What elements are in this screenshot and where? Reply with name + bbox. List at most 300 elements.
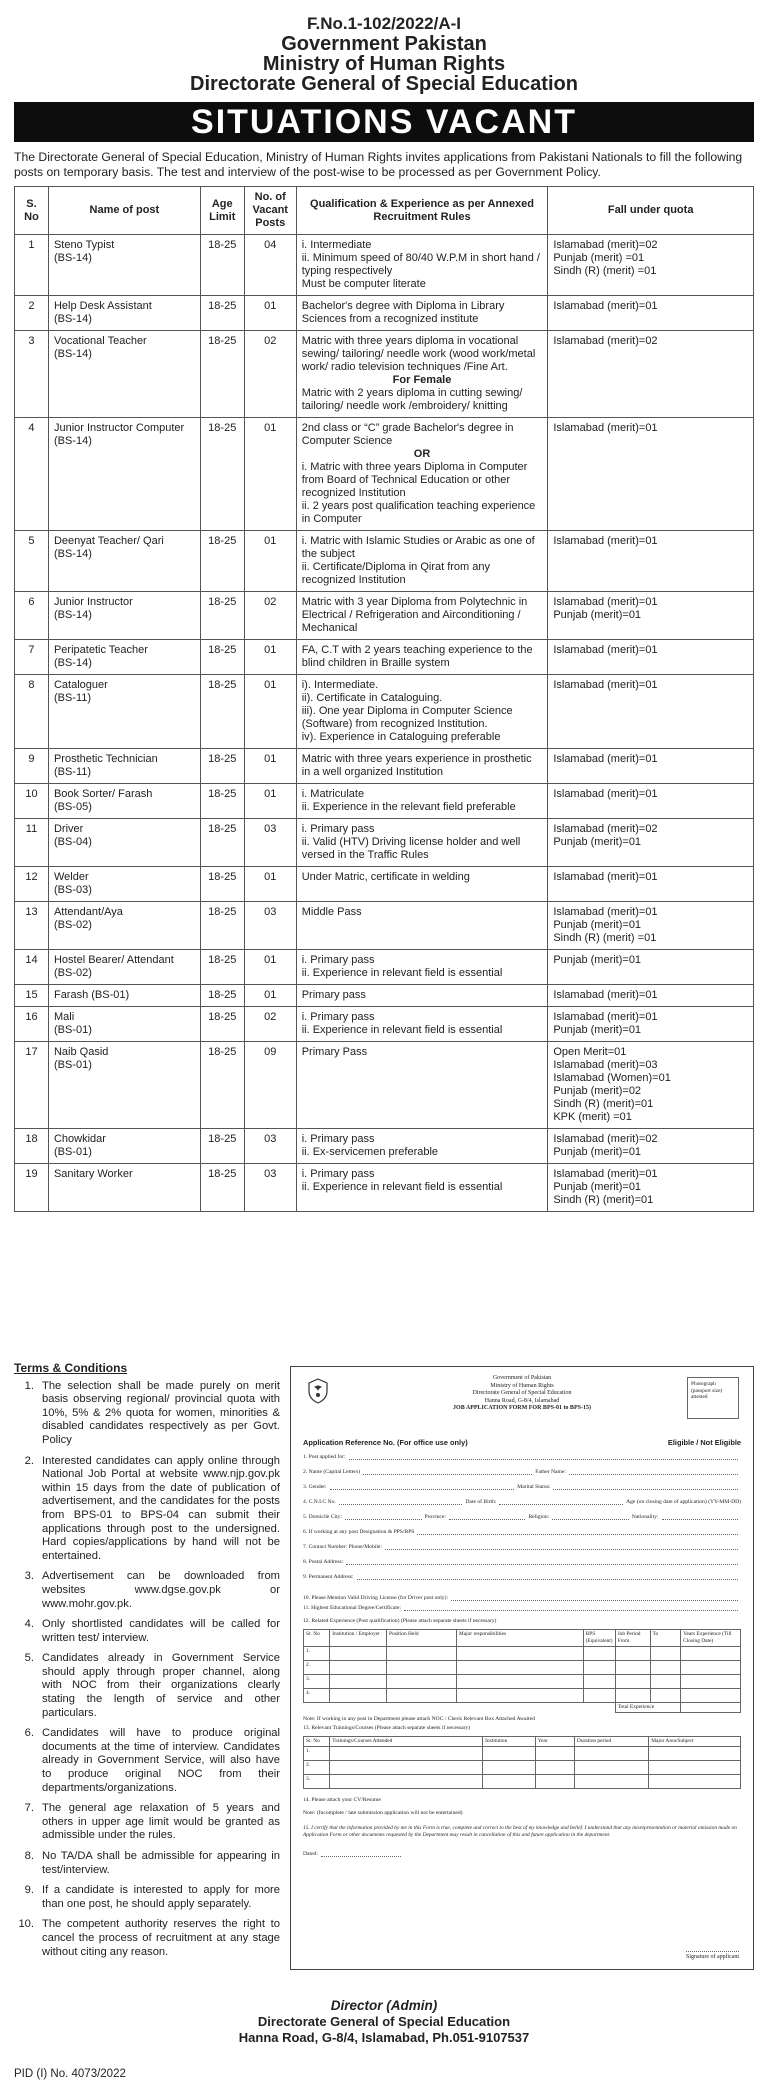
post-line: (BS-04) [53, 836, 92, 848]
table-row [15, 331, 754, 418]
table-row [15, 1129, 754, 1164]
qual-line: i. Matric with Islamic Studies or Arabic as one of the subject [301, 535, 535, 560]
cell-age-limit: 18-25 [200, 531, 244, 592]
field-label: Date of Birth: [465, 1498, 497, 1505]
cell-quota [548, 640, 754, 675]
cell-qualification [296, 592, 548, 640]
post-line: Steno Typist [53, 239, 115, 251]
term-text: Candidates already in Government Service should apply through proper channel, along with NOC from their organizations clearly stating the length of service and other particulars. [42, 1652, 280, 1719]
post-line: Driver [53, 823, 84, 835]
cell-qualification [296, 331, 548, 418]
field-label: 6. If working at any post Designation & PPS/BPS [303, 1528, 415, 1535]
field-permanent-address[interactable] [303, 1574, 741, 1581]
cell-qualification [296, 296, 548, 331]
terms-and-conditions [14, 1362, 280, 1966]
bottom-section [14, 1362, 754, 1972]
cell-qualification [296, 1007, 548, 1042]
post-line: Help Desk Assistant [53, 300, 152, 312]
table-row[interactable] [304, 1660, 741, 1674]
cell-vacant-posts: 03 [244, 819, 296, 867]
field-post[interactable] [303, 1454, 741, 1461]
term-text: The competent authority reserves the right to cancel the process of recruitment at any stage without citing any reason. [42, 1918, 280, 1958]
form-title-block [303, 1375, 741, 1413]
cell-vacant-posts: 01 [244, 867, 296, 902]
qual-line: i. Primary pass [301, 1168, 375, 1180]
job-application-form [290, 1366, 754, 1970]
qual-line: Middle Pass [301, 906, 362, 918]
footer-address: Hanna Road, G-8/4, Islamabad, Ph.051-9107537 [238, 2030, 530, 2045]
director-title: Director (Admin) [330, 1998, 438, 2013]
cell-post-name [48, 418, 200, 531]
list-item [14, 1884, 280, 1911]
term-number: 6. [24, 1727, 34, 1740]
cell-age-limit: 18-25 [200, 867, 244, 902]
cell-qualification [296, 985, 548, 1007]
col-header-age: Age Limit [200, 187, 244, 235]
incomplete-note: Note: (Incomplete / late submission application will not be entertained) [303, 1809, 463, 1816]
qual-line: i. Primary pass [301, 1133, 375, 1145]
quota-line: Islamabad (merit)=01 [553, 788, 658, 800]
field-label: Age (on closing date of application) (YY-MM-DD) [626, 1498, 742, 1505]
pid-number: PID (I) No. 4073/2022 [14, 2068, 126, 2080]
quota-line: Islamabad (merit)=01 [553, 596, 658, 608]
exp-col-header: Institution / Employer [330, 1629, 387, 1646]
field-label: 3. Gender: [303, 1483, 327, 1490]
cell-vacant-posts: 01 [244, 749, 296, 784]
cell-quota [548, 1007, 754, 1042]
quota-line: Islamabad (merit)=01 [553, 1168, 658, 1180]
cell-post-name [48, 867, 200, 902]
cell-quota [548, 1042, 754, 1129]
cell-age-limit: 18-25 [200, 418, 244, 531]
term-number: 4. [24, 1618, 34, 1631]
ministry-line: Ministry of Human Rights [262, 53, 506, 75]
post-line: (BS-14) [53, 348, 92, 360]
table-row[interactable] [304, 1674, 741, 1688]
cell-quota [548, 296, 754, 331]
col-header-post: Name of post [48, 187, 200, 235]
qual-line: For Female [392, 374, 452, 386]
train-col-header: Institution [483, 1736, 535, 1746]
quota-line: Islamabad (Women)=01 [553, 1072, 671, 1084]
cell-sno: 3 [15, 331, 49, 418]
form-title: JOB APPLICATION FORM FOR BPS-01 to BPS-15) [453, 1405, 591, 1411]
field-gender[interactable] [303, 1484, 741, 1491]
government-line: Government Pakistan [281, 33, 487, 55]
cell-qualification [296, 418, 548, 531]
field-postal-address[interactable] [303, 1559, 741, 1566]
quota-line: Islamabad (merit)=01 [553, 422, 658, 434]
table-row [15, 902, 754, 950]
experience-table [303, 1629, 741, 1713]
footer-org: Directorate General of Special Education [257, 2014, 511, 2029]
declaration: 15. I certify that the information provided by me in this Form is true, complete and correct to the best of my knowledge and belief. I understand that any misrepresentation or material omission made on Application Form or other documents requested by the Department may result in cancellation of this and future application in the department. [303, 1824, 737, 1838]
term-number: 8. [24, 1850, 34, 1862]
qual-line: Bachelor's degree with Diploma in Library Sciences from a recognized institute [301, 300, 505, 325]
col-header-qualification: Qualification & Experience as per Annexed Recruitment Rules [296, 187, 548, 235]
quota-line: Islamabad (merit)=01 [553, 644, 658, 656]
quota-line: Open Merit=01 [553, 1046, 627, 1058]
qual-line: ii. Valid (HTV) Driving license holder and well versed in the Traffic Rules [301, 836, 521, 861]
list-item [14, 1618, 280, 1645]
qual-line: FA, C.T with 2 years teaching experience to the blind children in Braille system [301, 644, 533, 669]
quota-line: Islamabad (merit)=02 [553, 335, 658, 347]
cell-sno: 1 [15, 235, 49, 296]
quota-line: Punjab (merit)=02 [553, 1085, 642, 1097]
post-line: (BS-14) [53, 435, 92, 447]
post-line: Naib Qasid [53, 1046, 109, 1058]
cell-post-name [48, 819, 200, 867]
quota-line: Sindh (R) (merit)=01 [553, 1194, 654, 1206]
quota-line: Punjab (merit)=01 [553, 609, 642, 621]
cv-instruction: 14. Please attach your CV/Resume [303, 1796, 381, 1803]
row-number: 1. [304, 1646, 330, 1660]
exp-col-header: BPS (Equivalent) [583, 1629, 615, 1646]
cell-post-name [48, 784, 200, 819]
field-domicile[interactable] [303, 1514, 741, 1521]
post-line: Attendant/Aya [53, 906, 123, 918]
cell-age-limit: 18-25 [200, 296, 244, 331]
qual-line: i). Intermediate. [301, 679, 379, 691]
cell-vacant-posts: 01 [244, 950, 296, 985]
table-header-row [15, 187, 754, 235]
cell-vacant-posts: 01 [244, 418, 296, 531]
cell-post-name [48, 749, 200, 784]
cell-sno: 18 [15, 1129, 49, 1164]
list-item [14, 1455, 280, 1564]
table-row[interactable] [304, 1646, 741, 1660]
qual-line: 2nd class or “C” grade Bachelor's degree in Computer Science [301, 422, 514, 447]
qual-line: ii. Experience in the relevant field preferable [301, 801, 516, 813]
table-row [15, 296, 754, 331]
col-header-vacant: No. of Vacant Posts [244, 187, 296, 235]
cell-age-limit: 18-25 [200, 640, 244, 675]
cell-post-name [48, 1007, 200, 1042]
post-line: (BS-14) [53, 548, 92, 560]
form-title-line: Ministry of Human Rights [490, 1382, 554, 1389]
qual-line: i. Primary pass [301, 954, 375, 966]
field-label: 2. Name (Capital Letters) [303, 1468, 361, 1475]
term-text: Interested candidates can apply online through National Job Portal at website www.njp.gov.pk within 15 days from the date of publication of advertisement, and the candidates for the posts from BPS-01 to BPS-04 can submit their applications through post to the undersigned. Hard copies/applications by hand will not be entertained. [42, 1454, 280, 1562]
cell-post-name [48, 675, 200, 749]
cell-vacant-posts: 02 [244, 1007, 296, 1042]
qual-line: Must be computer literate [301, 278, 426, 290]
cell-qualification [296, 902, 548, 950]
cell-post-name [48, 640, 200, 675]
term-text: The general age relaxation of 5 years and others in upper age limit would be granted as admissible under the rules. [42, 1802, 280, 1842]
table-row [15, 1164, 754, 1212]
cell-qualification [296, 1129, 548, 1164]
list-item [14, 1652, 280, 1720]
qual-line: iii). One year Diploma in Computer Science (Software) from recognized Institution. [301, 705, 513, 730]
footer [0, 1998, 768, 2046]
qual-line: ii. Experience in relevant field is essential [301, 1181, 503, 1193]
exp-col-header: Major responsibilities [456, 1629, 583, 1646]
vacancies-table-body [15, 235, 754, 1212]
cell-qualification [296, 531, 548, 592]
cell-post-name [48, 331, 200, 418]
qual-line: Primary pass [301, 989, 366, 1001]
cell-sno: 15 [15, 985, 49, 1007]
cell-sno: 17 [15, 1042, 49, 1129]
qual-line: OR [413, 448, 431, 460]
form-title-line: Government of Pakistan [492, 1375, 552, 1381]
field-label: 8. Postal Address: [303, 1558, 344, 1565]
exp-col-header: Job Period From [615, 1629, 650, 1646]
post-line: (BS-11) [53, 692, 92, 704]
qual-line: Matric with 3 year Diploma from Polytechnic in Electrical / Refrigeration and Airconditioning / Mechanical [301, 596, 528, 634]
cell-quota [548, 235, 754, 296]
exp-col-header: Position Held [387, 1629, 457, 1646]
cell-vacant-posts: 01 [244, 640, 296, 675]
field-label: Province: [424, 1513, 446, 1520]
total-experience-label: Total Experience [615, 1702, 681, 1712]
row-number: 1. [304, 1746, 330, 1760]
cell-post-name [48, 1129, 200, 1164]
post-line: Cataloguer [53, 679, 108, 691]
quota-line: Islamabad (merit)=01 [553, 906, 658, 918]
qual-line: Primary Pass [301, 1046, 368, 1058]
field-label: Marital Status: [517, 1483, 551, 1490]
list-item [14, 1802, 280, 1843]
train-col-header: Year [535, 1736, 574, 1746]
cell-quota [548, 902, 754, 950]
cell-sno: 16 [15, 1007, 49, 1042]
cell-post-name [48, 902, 200, 950]
list-item [14, 1918, 280, 1959]
field-designation[interactable] [303, 1529, 741, 1536]
post-line: Deenyat Teacher/ Qari [53, 535, 164, 547]
quota-line: Islamabad (merit)=01 [553, 753, 658, 765]
photograph-box: Photograph (passport size) attested [687, 1377, 739, 1419]
qual-line: i. Primary pass [301, 823, 375, 835]
field-name[interactable] [303, 1469, 741, 1476]
cell-age-limit: 18-25 [200, 902, 244, 950]
table-row[interactable] [304, 1746, 741, 1760]
row-number: 2. [304, 1660, 330, 1674]
term-number: 1. [24, 1379, 34, 1392]
signature-line: Signature of applicant [686, 1951, 739, 1961]
quota-line: Islamabad (merit)=03 [553, 1059, 658, 1071]
cell-vacant-posts: 02 [244, 592, 296, 640]
cell-sno: 2 [15, 296, 49, 331]
quota-line: Islamabad (merit)=01 [553, 989, 658, 1001]
cell-sno: 12 [15, 867, 49, 902]
terms-title: Terms & Conditions [14, 1361, 128, 1375]
qual-line: ii. Ex-servicemen preferable [301, 1146, 439, 1158]
cell-age-limit: 18-25 [200, 749, 244, 784]
post-line: (BS-14) [53, 609, 92, 621]
field-label: 5. Domicile City: [303, 1513, 342, 1520]
quota-line: Islamabad (merit)=02 [553, 239, 658, 251]
qual-line: Matric with 2 years diploma in cutting sewing/ tailoring/ needle work /embroidery/ knitting [301, 387, 523, 412]
cell-sno: 8 [15, 675, 49, 749]
cell-sno: 4 [15, 418, 49, 531]
post-line: Mali [53, 1011, 75, 1023]
field-dated[interactable] [303, 1851, 741, 1858]
qual-line: ii. Minimum speed of 80/40 W.P.M in short hand / typing respectively [301, 252, 540, 277]
term-text: If a candidate is interested to apply for more than one post, he should apply separately. [42, 1884, 280, 1910]
form-title-line: Directorate General of Special Education [472, 1390, 572, 1396]
term-text: No TA/DA shall be admissible for appearing in test/interview. [42, 1850, 280, 1876]
field-label: 1. Post applied for: [303, 1453, 346, 1460]
cell-post-name [48, 531, 200, 592]
cell-vacant-posts: 03 [244, 902, 296, 950]
cell-age-limit: 18-25 [200, 784, 244, 819]
post-line: (BS-14) [53, 313, 92, 325]
noc-note: Note: If working in any post in Department please attach NOC / Check Relevant Box Attached Awaited [303, 1715, 535, 1722]
cell-qualification [296, 749, 548, 784]
quota-line: KPK (merit) =01 [553, 1111, 632, 1123]
cell-vacant-posts: 02 [244, 331, 296, 418]
table-row [15, 784, 754, 819]
field-label: 7. Contact Number: Phone/Mobile: [303, 1543, 382, 1550]
cell-age-limit: 18-25 [200, 1164, 244, 1212]
field-label: Religion: [528, 1513, 550, 1520]
cell-vacant-posts: 03 [244, 1164, 296, 1212]
table-row [15, 592, 754, 640]
cell-vacant-posts: 04 [244, 235, 296, 296]
cell-sno: 13 [15, 902, 49, 950]
field-label: 11. Highest Educational Degree/Certificate: [303, 1604, 401, 1611]
document-header [0, 0, 768, 94]
table-row [15, 819, 754, 867]
table-row [15, 867, 754, 902]
row-number: 4. [304, 1688, 330, 1702]
post-line: Welder [53, 871, 89, 883]
cell-quota [548, 592, 754, 640]
train-col-header: Major Area/Subject [649, 1736, 741, 1746]
cell-age-limit: 18-25 [200, 592, 244, 640]
qual-line: Under Matric, certificate in welding [301, 871, 470, 883]
cell-age-limit: 18-25 [200, 331, 244, 418]
post-line: (BS-11) [53, 766, 92, 778]
cell-sno: 7 [15, 640, 49, 675]
term-text: The selection shall be made purely on merit basis observing regional/ provincial quota with 10%, 5% & 2% quota for women, minorities & disabled candidates respectively as per Govt. Policy [42, 1379, 280, 1446]
cell-age-limit: 18-25 [200, 1042, 244, 1129]
post-line: Sanitary Worker [53, 1168, 133, 1180]
qual-line: ii). Certificate in Cataloguing. [301, 692, 443, 704]
table-row [15, 675, 754, 749]
terms-list [14, 1380, 280, 1960]
cell-age-limit: 18-25 [200, 1129, 244, 1164]
quota-line: Punjab (merit)=01 [553, 919, 642, 931]
cell-sno: 5 [15, 531, 49, 592]
cell-quota [548, 985, 754, 1007]
term-number: 3. [24, 1570, 34, 1583]
cell-post-name [48, 592, 200, 640]
vacancies-table [14, 186, 754, 1212]
cell-sno: 9 [15, 749, 49, 784]
post-line: (BS-03) [53, 884, 92, 896]
table-row[interactable] [304, 1688, 741, 1702]
cell-qualification [296, 1042, 548, 1129]
cell-vacant-posts: 01 [244, 531, 296, 592]
cell-quota [548, 749, 754, 784]
post-line: (BS-01) [53, 1146, 92, 1158]
table-row [15, 1042, 754, 1129]
field-driving-license[interactable] [303, 1595, 741, 1602]
qual-line: iv). Experience in Cataloguing preferable [301, 731, 501, 743]
exp-col-header: To [650, 1629, 681, 1646]
qual-line: ii. 2 years post qualification teaching experience in Computer [301, 500, 536, 525]
term-number: 9. [24, 1884, 34, 1897]
post-line: (BS-01) [53, 1059, 92, 1071]
cell-vacant-posts: 01 [244, 296, 296, 331]
cell-qualification [296, 675, 548, 749]
quota-line: Islamabad (merit)=02 [553, 1133, 658, 1145]
row-number: 2. [304, 1760, 330, 1774]
table-row [15, 640, 754, 675]
train-col-header: Trainings/Courses Attended [330, 1736, 483, 1746]
term-text: Only shortlisted candidates will be called for written test/ interview. [42, 1618, 280, 1644]
post-line: Book Sorter/ Farash [53, 788, 153, 800]
row-number: 3. [304, 1774, 330, 1788]
trainings-table [303, 1736, 741, 1789]
cell-quota [548, 331, 754, 418]
field-label: Father Name: [535, 1468, 566, 1475]
cell-quota [548, 531, 754, 592]
cell-sno: 11 [15, 819, 49, 867]
cell-post-name [48, 985, 200, 1007]
table-row[interactable] [304, 1774, 741, 1788]
quota-line: Islamabad (merit)=02 [553, 823, 658, 835]
qual-line: i. Intermediate [301, 239, 372, 251]
cell-post-name [48, 235, 200, 296]
cell-sno: 19 [15, 1164, 49, 1212]
quota-line: Punjab (merit)=01 [553, 1181, 642, 1193]
post-line: Prosthetic Technician [53, 753, 158, 765]
intro-paragraph: The Directorate General of Special Education, Ministry of Human Rights invites applications from Pakistani Nationals to fill the following posts on temporary basis. The test and interview of the post-wise to be processed as per Government Policy. [14, 150, 743, 179]
field-cnic[interactable] [303, 1499, 741, 1506]
field-contact[interactable] [303, 1544, 741, 1551]
cell-quota [548, 867, 754, 902]
quota-line: Sindh (R) (merit) =01 [553, 932, 657, 944]
qual-line: i. Matric with three years Diploma in Computer from Board of Technical Education or other recognized Institution [301, 461, 528, 499]
quota-line: Islamabad (merit)=01 [553, 535, 658, 547]
cell-age-limit: 18-25 [200, 675, 244, 749]
cell-vacant-posts: 01 [244, 985, 296, 1007]
qual-line: Matric with three years diploma in vocational sewing/ tailoring/ needle work (wood work/metal work/ radio television techniques /Fine Art. [301, 335, 536, 373]
cell-post-name [48, 950, 200, 985]
field-education[interactable] [303, 1605, 741, 1612]
cell-sno: 14 [15, 950, 49, 985]
list-item [14, 1570, 280, 1611]
table-row[interactable] [304, 1760, 741, 1774]
quota-line: Punjab (merit) =01 [553, 252, 645, 264]
list-item [14, 1727, 280, 1795]
cell-quota [548, 675, 754, 749]
cell-quota [548, 784, 754, 819]
quota-line: Punjab (merit)=01 [553, 954, 642, 966]
table-row [15, 235, 754, 296]
qual-line: Matric with three years experience in prosthetic in a well organized Institution [301, 753, 532, 778]
cell-qualification [296, 640, 548, 675]
trainings-title: 13. Relevant Trainings/Courses (Please attach separate sheets if necessary) [303, 1724, 471, 1731]
experience-title: 12. Related Experience (Post qualification) (Please attach separate sheets if necessary) [303, 1617, 497, 1624]
field-label: 9. Permanent Address: [303, 1573, 354, 1580]
col-header-sno: S. No [15, 187, 49, 235]
cell-qualification [296, 235, 548, 296]
list-item [14, 1850, 280, 1877]
cell-quota [548, 819, 754, 867]
row-number: 3. [304, 1674, 330, 1688]
cell-age-limit: 18-25 [200, 1007, 244, 1042]
quota-line: Islamabad (merit)=01 [553, 871, 658, 883]
reference-row [303, 1439, 741, 1446]
cell-vacant-posts: 09 [244, 1042, 296, 1129]
cell-age-limit: 18-25 [200, 985, 244, 1007]
